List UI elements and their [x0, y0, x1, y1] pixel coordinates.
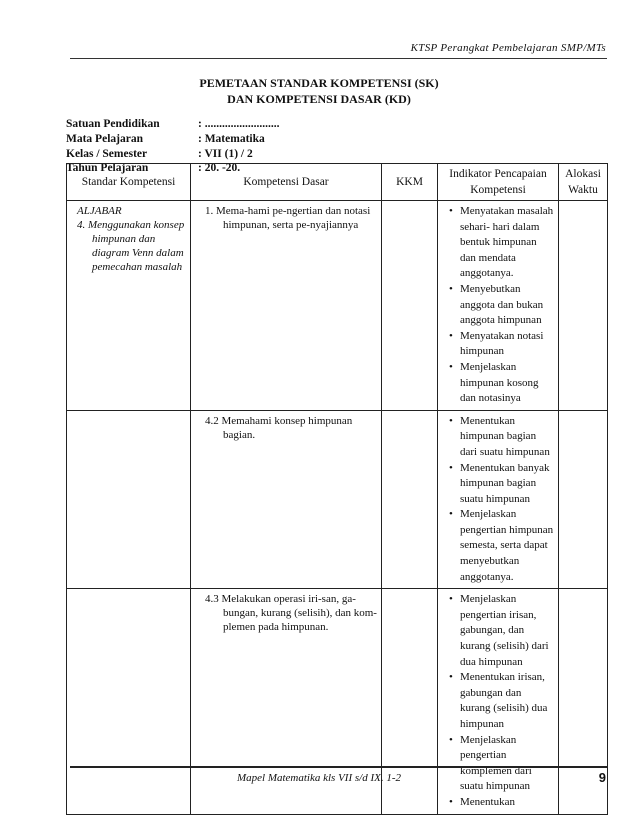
header-kkm: KKM: [382, 164, 438, 201]
bullet-icon: •: [449, 671, 453, 684]
indikator-item: [448, 329, 554, 360]
indikator-text: Menentukan irisan, gabungan dan kurang (selisih) dua himpunan: [460, 671, 548, 730]
bullet-icon: •: [449, 360, 453, 373]
indikator-item: [448, 795, 554, 811]
header-alokasi-line-1: Alokasi: [565, 168, 601, 180]
kd-cell: [191, 201, 382, 411]
meta-value: : Matematika: [198, 132, 265, 145]
kd-text: 1. Mema-hami pe-ngertian dan notasi himpunan, serta pe-nyajiannya: [205, 205, 371, 231]
meta-label: Tahun Pelajaran: [66, 162, 149, 175]
page-title-line-2: DAN KOMPETENSI DASAR (KD): [227, 92, 411, 106]
bullet-icon: •: [449, 414, 453, 427]
indikator-text: Menentukan banyak himpunan bagian suatu himpunan: [460, 461, 550, 505]
indikator-item: [448, 670, 554, 732]
meta-row-satuan: [66, 117, 279, 132]
kd-cell: [191, 410, 382, 589]
meta-label: Satuan Pendidikan: [66, 118, 160, 130]
header-alokasi: [559, 164, 608, 201]
kkm-cell: [382, 410, 438, 589]
table-header-row: [67, 164, 608, 201]
indikator-item: [448, 461, 554, 508]
bullet-icon: •: [449, 733, 453, 746]
indikator-text: Menjelaskan pengertian komplemen dari suatu himpunan: [460, 733, 532, 793]
header-indikator: [438, 164, 559, 201]
meta-row-mapel: [66, 132, 279, 147]
indikator-item: [448, 204, 554, 282]
indikator-text: Menyebutkan anggota dan bukan anggota himpunan: [460, 282, 544, 327]
indikator-text: Menjelaskan pengertian irisan, gabungan, dan kurang (selisih) dari dua himpunan: [460, 593, 549, 668]
sk-text: 4. Menggunakan konsep himpunan dan diagram Venn dalam pemecahan masalah: [77, 219, 185, 273]
header-alokasi-line-2: Waktu: [568, 184, 598, 196]
header-indikator-line-2: Kompetensi: [470, 184, 526, 196]
bullet-icon: •: [449, 593, 453, 606]
bullet-icon: •: [449, 329, 453, 342]
indikator-text: Menyatakan masalah sehari- hari dalam bentuk himpunan dan mendata anggotanya.: [460, 205, 554, 280]
indikator-text: Menjelaskan pengertian himpunan semesta, serta dapat menyebutkan anggotanya.: [460, 508, 554, 583]
meta-value: : ..........................: [198, 118, 280, 130]
meta-label: Mata Pelajaran: [66, 132, 143, 145]
footer-text: Mapel Matematika kls VII s/d IX. 1-2: [236, 772, 402, 784]
alokasi-cell: [559, 201, 608, 411]
header-rule: [70, 58, 607, 59]
indikator-text: Menjelaskan himpunan kosong dan notasinya: [460, 360, 539, 405]
footer-rule: [70, 766, 607, 768]
page-title-line-1: PEMETAAN STANDAR KOMPETENSI (SK): [199, 76, 439, 90]
indikator-item: [448, 733, 554, 795]
header-kd: Kompetensi Dasar: [191, 164, 382, 201]
competency-table: [66, 163, 608, 815]
indikator-text: Menentukan himpunan bagian dari suatu himpunan: [460, 414, 550, 458]
indikator-item: [448, 507, 554, 585]
indikator-item: [448, 360, 554, 407]
indikator-text: Menyatakan notasi himpunan: [460, 329, 544, 358]
meta-label: Kelas / Semester: [66, 147, 148, 160]
meta-value: : VII (1) / 2: [198, 147, 253, 160]
table-row: [67, 410, 608, 589]
sk-cell-empty: [67, 410, 191, 589]
header-sk: Standar Kompetensi: [67, 164, 191, 201]
page-number: 9: [598, 770, 606, 785]
indikator-item: [448, 414, 554, 461]
indikator-cell: [438, 201, 559, 411]
kd-text: 4.3 Melakukan operasi iri-san, ga-bungan, kurang (selisih), dan kom-plemen pada himpunan.: [205, 593, 377, 634]
bullet-icon: •: [449, 508, 453, 521]
table-row: [67, 201, 608, 411]
meta-row-kelas: [66, 147, 279, 162]
indikator-item: [448, 592, 554, 670]
bullet-icon: •: [449, 795, 453, 808]
running-head: KTSP Perangkat Pembelajaran SMP/MTs: [410, 42, 606, 54]
kkm-cell: [382, 201, 438, 411]
indikator-text: Menentukan: [460, 795, 515, 808]
bullet-icon: •: [449, 282, 453, 295]
sk-cell: [67, 201, 191, 411]
indikator-item: [448, 282, 554, 329]
sk-heading: ALJABAR: [77, 205, 122, 217]
indikator-cell: [438, 410, 559, 589]
kd-text: 4.2 Memahami konsep himpunan bagian.: [205, 414, 353, 441]
meta-value: : 20. -20.: [198, 162, 241, 175]
header-indikator-line-1: Indikator Pencapaian: [449, 168, 547, 180]
bullet-icon: •: [449, 205, 453, 217]
alokasi-cell: [559, 410, 608, 589]
bullet-icon: •: [449, 461, 453, 474]
